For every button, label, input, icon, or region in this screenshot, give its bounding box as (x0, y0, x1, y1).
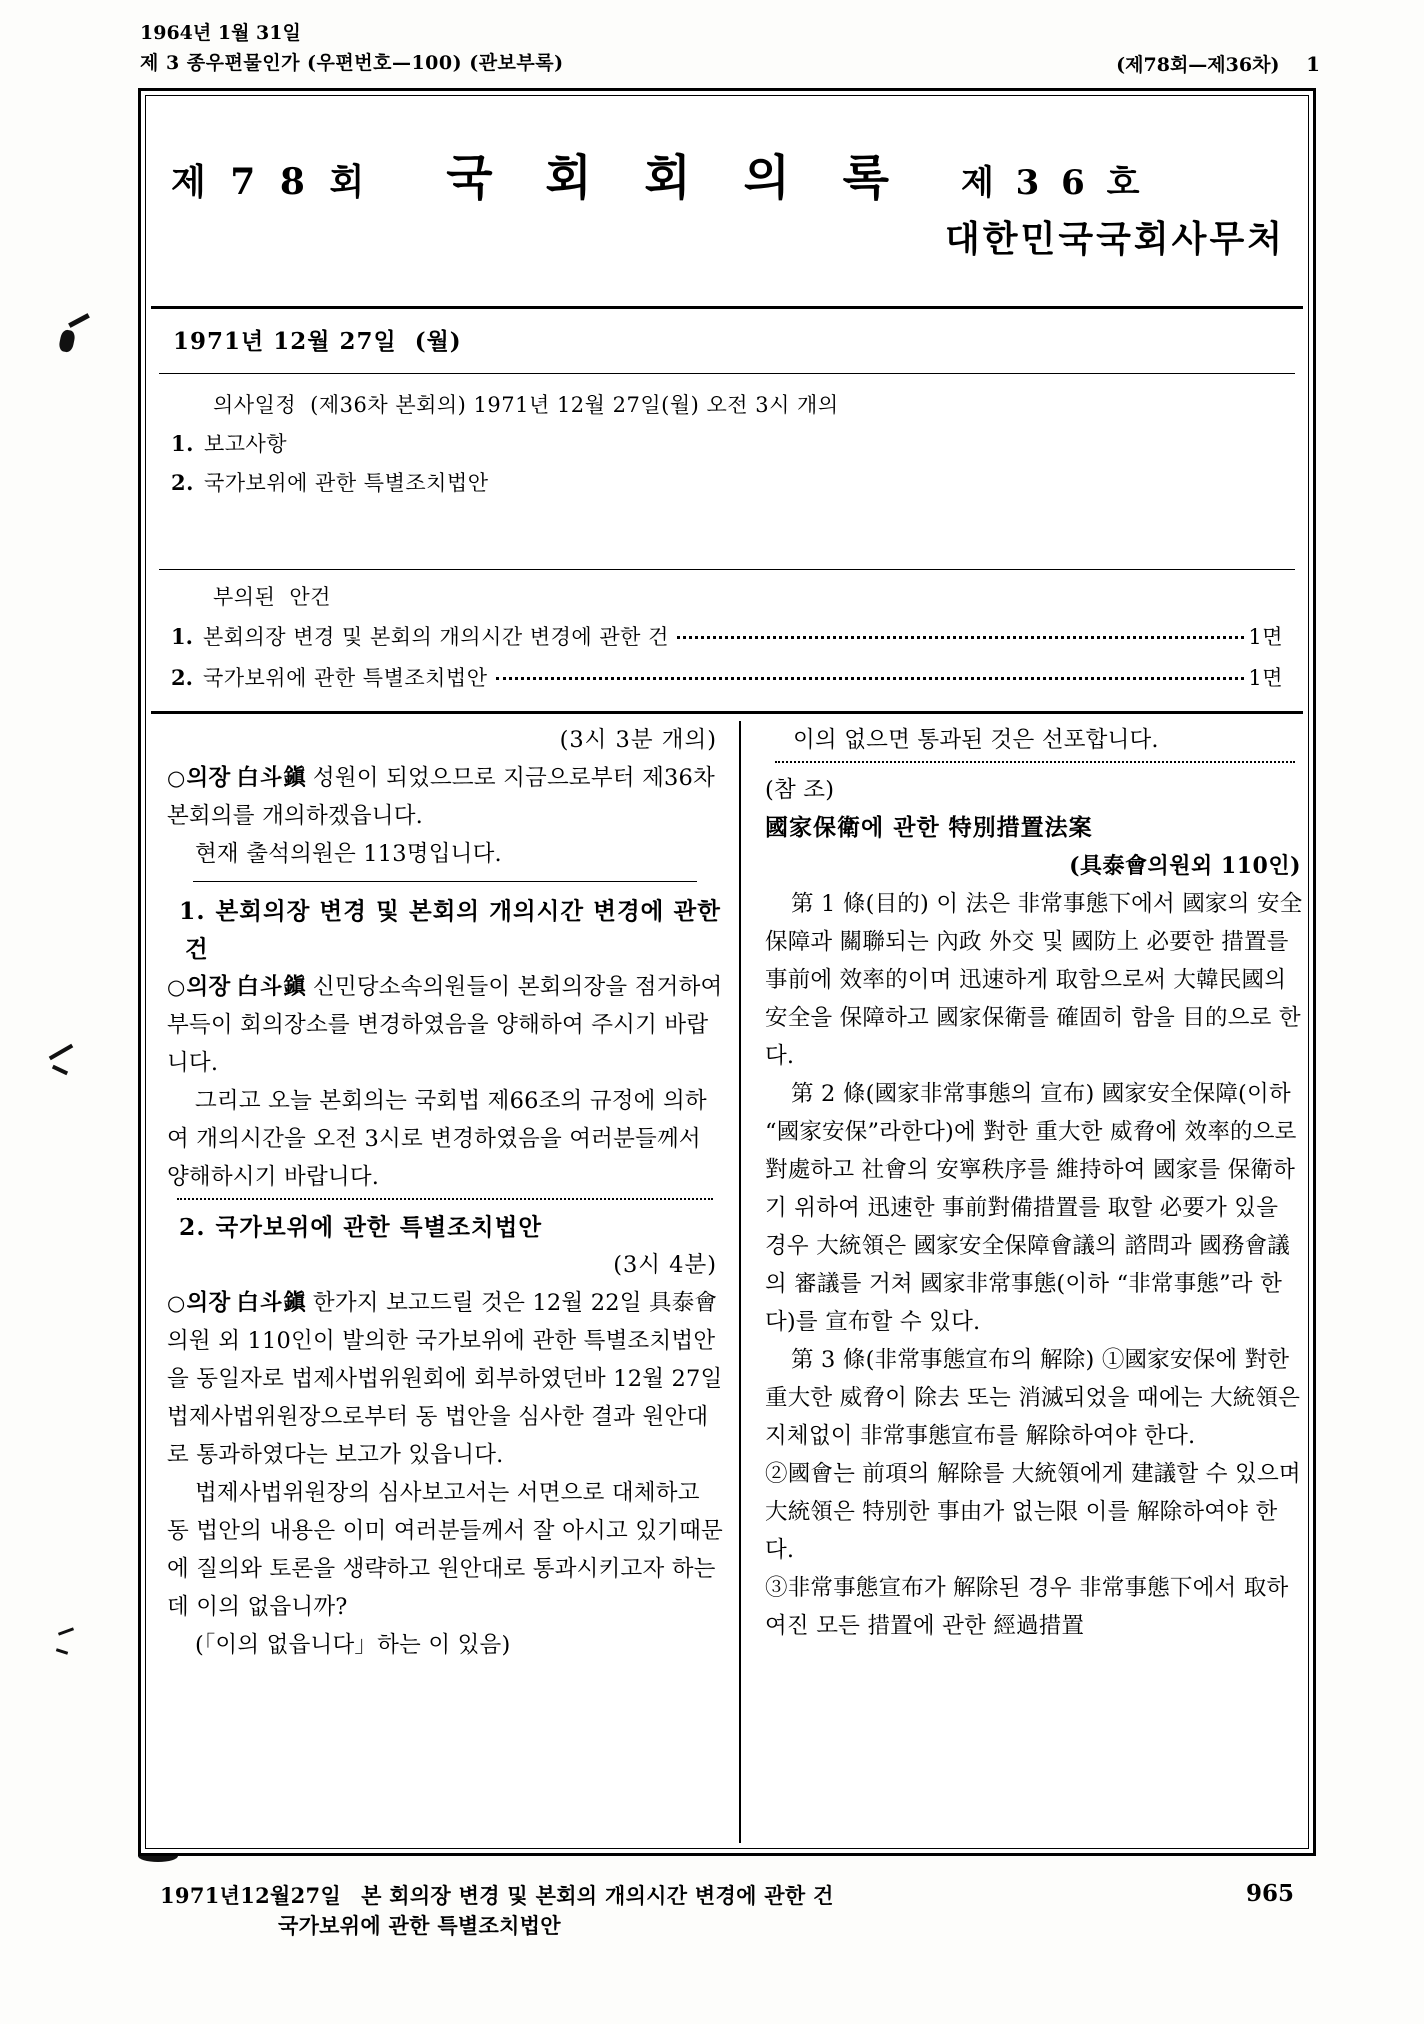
law-article-3: 第 3 條(非常事態宣布의 解除) ①國家安保에 對한 重大한 威脅이 除去 또는 消滅되었을 때에는 大統領은 지체없이 非常事態宣布를 解除하여야 한다. (765, 1347, 1301, 1449)
section-divider (177, 1198, 713, 1200)
referred-bills-heading-detail: 안건 (289, 585, 331, 609)
masthead-page-number: 1 (1306, 52, 1320, 76)
speech-text: 그리고 오늘 본회의는 국회법 제66조의 규정에 의하여 개의시간을 오전 3시로 변경하였음을 여러분들께서 양해하시기 바랍니다. (167, 1088, 707, 1190)
agenda-item (171, 428, 1283, 458)
masthead (140, 18, 1320, 80)
rule-below-title (151, 306, 1303, 309)
rule-below-agenda (159, 569, 1295, 570)
referred-bills-heading (213, 581, 1283, 611)
section-title: 국가보위에 관한 특별조치법안 (215, 1213, 543, 1241)
footer-subject-1: 본 회의장 변경 및 본회의 개의시간 변경에 관한 건 (361, 1883, 834, 1908)
stage-direction: (「이의 없읍니다」하는 이 있음) (195, 1632, 511, 1658)
sitting-date (173, 323, 462, 356)
toc-leader-dots (496, 677, 1245, 680)
toc-row-number: 1. (171, 624, 193, 649)
referred-bills-heading-label: 부의된 (213, 585, 276, 609)
speaker-name: 白斗鎭 (236, 765, 307, 791)
referred-bills-block (171, 581, 1283, 703)
sitting-date-text: 1971년 12월 27일 (173, 328, 397, 355)
speaker-bullet-icon: ○ (167, 1290, 186, 1315)
law-article-2: 第 2 條(國家非常事態의 宣布) 國家安全保障(이하 “國家安保”라한다)에 對한 重大한 威脅에 效率的으로 對處하고 社會의 安寧秩序를 維持하여 國家를 保衛하기 위하여 迅速한 事前對備措置를 取할 必要가 있을 경우 大統領은 國家安全保障會議의 諮問과 國務會議의 審議를 거쳐 國家非常事態(이하 “非常事態”라 한다)를 宣布할 수 있다. (765, 1081, 1297, 1335)
toc-leader-dots (677, 636, 1244, 639)
scan-artifact (58, 1627, 74, 1635)
scan-artifact (52, 1065, 68, 1075)
speech-text: 신민당소속의원들이 본회의장을 점거하여 부득이 회의장소를 변경하였음을 양해하여 주시기 바랍니다. (167, 974, 723, 1076)
speaker-name: 白斗鎭 (236, 1290, 307, 1316)
section-time-note: (3시 4분) (613, 1252, 717, 1278)
title-session: 제 7 8 회 (171, 161, 371, 203)
speaker-name: 白斗鎭 (236, 974, 307, 1000)
speech-paragraph (167, 1474, 723, 1626)
speech-text: 법제사법위원장의 심사보고서는 서면으로 대체하고 동 법안의 내용은 이미 여러분들께서 잘 아시고 있기때문에 질의와 토론을 생략하고 원안대로 통과시키고자 하는데 이의 없읍니까? (167, 1480, 723, 1620)
session-reference-text: (제78회—제36차) (1116, 54, 1280, 76)
column-divider (739, 721, 741, 1843)
body-columns (151, 721, 1303, 1843)
agenda-block (171, 389, 1283, 506)
left-column (167, 721, 723, 1843)
toc-row-label: 국가보위에 관한 특별조치법안 (202, 666, 488, 690)
speech-text: 한가지 보고드릴 것은 12월 22일 具泰會의원 외 110인이 발의한 국가보위에 관한 특별조치법안을 동일자로 법제사법위원회에 회부하였던바 12월 27일 법제사법위원장으로부터 동 법안을 심사한 결과 원안대로 통과하였다는 보고가 있읍니다. (167, 1290, 723, 1468)
agenda-heading (213, 389, 1283, 419)
speech-paragraph: 이의 없으면 통과된 것은 선포합니다. (793, 727, 1159, 753)
attendance-text: 현재 출석의원은 113명입니다. (195, 841, 502, 867)
law-article-3-clause-3: ③非常事態宣布가 解除된 경우 非常事態下에서 取하여진 모든 措置에 관한 經過措置 (765, 1575, 1289, 1639)
agenda-item-number: 2. (171, 470, 194, 495)
scan-artifact (68, 313, 90, 328)
speech-paragraph (167, 968, 723, 1082)
speaker-title: 의장 (186, 765, 231, 791)
title-band (151, 101, 1303, 306)
toc-row (171, 621, 1283, 651)
law-article-3-clause-2: ②國會는 前項의 解除를 大統領에게 建議할 수 있으며 大統領은 特別한 事由가 없는限 이를 解除하여야 한다. (765, 1461, 1301, 1563)
section-divider (193, 881, 697, 882)
footer-line-1 (160, 1880, 834, 1910)
agenda-item-number: 1. (171, 431, 194, 456)
section-divider (775, 761, 1295, 763)
section-number: 1. (179, 897, 206, 925)
section-number: 2. (179, 1213, 206, 1241)
speaker-bullet-icon: ○ (167, 765, 186, 790)
toc-row-label: 본회의장 변경 및 본회의 개의시간 변경에 관한 건 (202, 625, 669, 649)
agenda-item-label: 보고사항 (203, 432, 288, 456)
toc-row (171, 662, 1283, 692)
document-frame (138, 88, 1316, 1856)
page-title: 국 회 회 의 록 (446, 150, 907, 206)
reference-label: (참 조) (765, 777, 835, 803)
speech-paragraph (167, 759, 723, 835)
section-heading-2 (179, 1208, 723, 1246)
agenda-heading-label: 의사일정 (213, 393, 297, 417)
footer-date: 1971년12월27일 (160, 1883, 342, 1908)
scan-artifact (56, 1648, 68, 1655)
speech-paragraph (167, 1082, 723, 1196)
page-footer (160, 1880, 1294, 1970)
masthead-session-reference (1116, 50, 1320, 77)
title-issue-number: 제 3 6 호 (960, 163, 1145, 203)
postal-registration-block (140, 18, 564, 78)
agenda-item-label: 국가보위에 관한 특별조치법안 (203, 471, 489, 495)
toc-row-number: 2. (171, 665, 193, 690)
footer-subject-2: 국가보위에 관한 특별조치법안 (278, 1913, 561, 1938)
agenda-heading-detail: (제36차 본회의) 1971년 12월 27일(월) 오전 3시 개의 (310, 393, 839, 417)
scan-artifact (58, 329, 76, 353)
sitting-day-of-week: (월) (414, 328, 462, 355)
law-article-1: 第 1 條(目的) 이 法은 非常事態下에서 國家의 安全保障과 關聯되는 內政 外交 및 國防上 必要한 措置를 事前에 效率的이며 迅速하게 取함으로써 大韓民國의 安全을 保障하고 國家保衛를 確固히 함을 目的으로 한다. (765, 891, 1303, 1069)
footer-page-number: 965 (1245, 1880, 1294, 1907)
speaker-title: 의장 (186, 1290, 231, 1316)
masthead-date: 1964년 1월 31일 (140, 22, 301, 44)
speech-text: 성원이 되었으므로 지금으로부터 제36차 본회의를 개의하겠읍니다. (167, 765, 715, 829)
right-column (765, 721, 1305, 1843)
speaker-title: 의장 (186, 974, 231, 1000)
scan-artifact (49, 1044, 74, 1060)
speaker-bullet-icon: ○ (167, 974, 186, 999)
speech-paragraph (167, 1284, 723, 1474)
opening-time-note: (3시 3분 개의) (559, 727, 717, 753)
section-title: 본회의장 변경 및 본회의 개의시간 변경에 관한 건 (185, 897, 721, 963)
rule-below-date (159, 373, 1295, 374)
agenda-item (171, 467, 1283, 497)
section-heading-1 (179, 892, 723, 968)
speech-paragraph (167, 835, 723, 873)
bill-sponsor: (具泰會의원외 110인) (1069, 853, 1301, 879)
toc-row-page: 1면 (1248, 625, 1283, 649)
title-row (171, 139, 1291, 208)
toc-row-page: 1면 (1248, 666, 1283, 690)
masthead-postal-info: 제 3 종우편물인가 (우편번호—100) (관보부록) (140, 52, 564, 74)
title-issuing-office: 대한민국국회사무처 (945, 218, 1285, 260)
rule-above-columns (151, 711, 1303, 714)
bill-title: 國家保衛에 관한 特別措置法案 (765, 814, 1093, 841)
